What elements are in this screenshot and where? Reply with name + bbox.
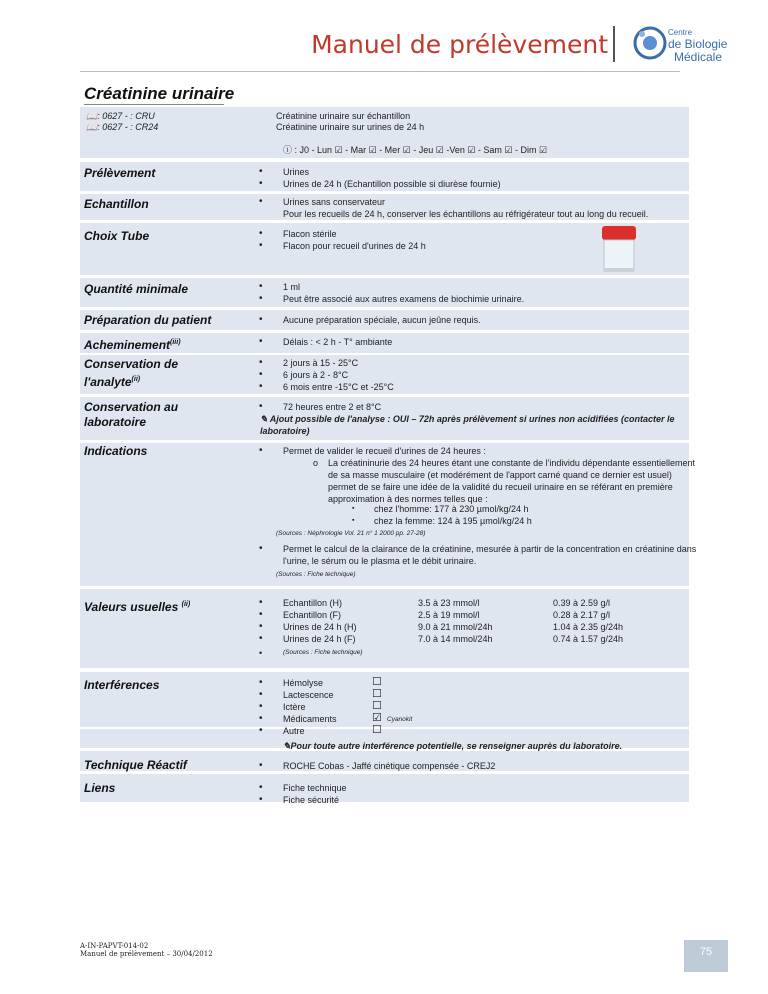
list-item: • Urines de 24 h (Echantillon possible si diurèse fournie) (283, 178, 501, 190)
values-row-name: • Urines de 24 h (F) (283, 633, 356, 645)
info-icon: ⓘ (283, 145, 293, 155)
acheminement-text: Acheminement (84, 338, 171, 352)
row-bg-interferences (80, 672, 689, 727)
code-text-1: : 0627 - : CRU (97, 111, 155, 121)
list-item: • 72 heures entre 2 et 8°C (283, 401, 381, 413)
values-row-name: • Urines de 24 h (H) (283, 621, 357, 633)
list-item: • Permet le calcul de la clairance de la créatinine, mesurée à partir de la concentration en créatinine dans (283, 543, 696, 555)
interference-name: • Médicaments (283, 713, 337, 725)
square-bullet: ▪ (352, 517, 355, 524)
list-item: • 2 jours à 15 - 25°C (283, 357, 358, 369)
interference-checkbox: ☐ (372, 676, 382, 688)
square-bullet: ▪ (352, 505, 355, 512)
page-number: 75 (699, 946, 713, 958)
page-title: Créatinine urinaire (84, 84, 235, 103)
label-prelevement: Prélèvement (84, 166, 156, 180)
values-row-g: 0.39 à 2.59 g/l (553, 598, 611, 608)
row-bg-liens (80, 774, 689, 802)
values-row-g: 0.28 à 2.17 g/l (553, 610, 611, 620)
code-desc-2: Créatinine urinaire sur urines de 24 h (276, 122, 425, 132)
label-valeurs-usuelles (84, 597, 190, 615)
interference-warning (283, 741, 622, 752)
interference-name: • Lactescence (283, 689, 334, 701)
label-conservation-analyte (84, 357, 178, 390)
values-row-g: 0.74 à 1.57 g/24h (553, 634, 624, 644)
label-interferences: Interférences (84, 678, 160, 692)
logo-emblem-icon (630, 18, 740, 74)
bullet-marker: • (259, 648, 263, 658)
list-item: • Flacon pour recueil d'urines de 24 h (283, 240, 426, 252)
indication-sub-line: permet de se faire une idée de la validité du recueil urinaire en se référant en première (328, 482, 673, 492)
label-line1: Conservation au (84, 400, 179, 414)
footer-info (80, 942, 213, 958)
norm-item: chez la femme: 124 à 195 µmol/kg/24 h (374, 516, 532, 526)
footer-code: A-IN-PAPVT-014-02 (80, 942, 149, 950)
list-item: • 6 mois entre -15°C et -25°C (283, 381, 394, 393)
label-acheminement (84, 335, 181, 353)
label-line1: Conservation de (84, 357, 179, 371)
label-preparation: Préparation du patient (84, 313, 212, 327)
label-indications: Indications (84, 444, 148, 458)
link-fiche-securite[interactable]: • Fiche sécurité (283, 794, 339, 806)
warning-text: Pour toute autre interférence potentielle, se renseigner auprès du laboratoire. (290, 741, 623, 751)
list-item: • Flacon stérile (283, 228, 337, 240)
valeurs-text: Valeurs usuelles (84, 600, 179, 614)
interference-checkbox: ☑ (372, 712, 382, 724)
label-line2: l'analyte (84, 375, 132, 389)
label-line2: laboratoire (84, 415, 147, 429)
values-row-g: 1.04 à 2.35 g/24h (553, 622, 624, 632)
label-conservation-labo (84, 400, 178, 430)
list-item: • Permet de valider le recueil d'urines de 24 heures : (283, 445, 486, 457)
note-line1: Ajout possible de l'analyse : OUI – 72h après prélèvement si urines non acidifiées (contacter le (269, 414, 675, 424)
list-item: • Urines (283, 166, 309, 178)
values-row-mmol: 9.0 à 21 mmol/24h (418, 622, 493, 632)
interference-checkbox: ☐ (372, 700, 382, 712)
list-item: • Délais : < 2 h - T° ambiante (283, 336, 392, 348)
title-underline (84, 104, 224, 105)
logo-line3: Médicale (674, 50, 723, 64)
source-note: (Sources : Néphrologie Vol. 21 n° 1 2000 pp. 27-28) (276, 530, 426, 537)
book-icon: 📖 (86, 111, 98, 121)
code-text-2: : 0627 - : CR24 (97, 122, 159, 132)
label-echantillon: Echantillon (84, 197, 149, 211)
logo (630, 18, 740, 74)
interference-name: • Ictère (283, 701, 306, 713)
source-note: (Sources : Fiche technique) (283, 649, 363, 656)
code-line-1 (86, 111, 155, 122)
interference-checkbox: ☐ (372, 688, 382, 700)
values-row-name: • Echantillon (F) (283, 609, 341, 621)
indication-sub-line: approximation à des normes telles que : (328, 494, 488, 504)
list-item: • Peut être associé aux autres examens de biochimie urinaire. (283, 293, 524, 305)
list-item: • 6 jours à 2 - 8°C (283, 369, 348, 381)
values-row-mmol: 2.5 à 19 mmol/l (418, 610, 480, 620)
days-line (283, 143, 547, 156)
list-item-continued: l'urine, le sérum ou le plasma et le débit urinaire. (283, 556, 477, 566)
conservation-note (260, 414, 675, 425)
code-line-2 (86, 122, 158, 133)
sub-bullet-marker: o (313, 458, 319, 468)
values-row-mmol: 7.0 à 14 mmol/24h (418, 634, 493, 644)
code-desc-1: Créatinine urinaire sur échantillon (276, 111, 411, 121)
indication-sub-line: de sa masse musculaire (et modérément de l'apport carné quand ce dernier est usuel) (328, 470, 672, 480)
list-item: • Urines sans conservateur (283, 196, 385, 208)
interference-name: • Autre (283, 725, 305, 737)
interference-note: Cyanokit (387, 716, 413, 723)
days-text: : J0 - Lun ☑ - Mar ☑ - Mer ☑ - Jeu ☑ -Ven ☑ - Sam ☑ - Dim ☑ (294, 145, 548, 155)
list-item: • ROCHE Cobas - Jaffé cinétique compensée - CREJ2 (283, 760, 495, 772)
sterile-container-image (598, 224, 640, 274)
header-title: Manuel de prélèvement (311, 30, 608, 59)
logo-line1: Centre (668, 28, 693, 37)
label-liens: Liens (84, 781, 116, 795)
header-divider (613, 26, 615, 62)
book-icon: 📖 (86, 122, 98, 132)
logo-line2: de Biologie (668, 37, 728, 51)
label-quantite-minimale: Quantité minimale (84, 282, 189, 296)
values-row-mmol: 3.5 à 23 mmol/l (418, 598, 480, 608)
pen-icon: ✎ (283, 741, 291, 751)
link-fiche-technique[interactable]: • Fiche technique (283, 782, 347, 794)
label-choix-tube: Choix Tube (84, 229, 150, 243)
conservation-note-cont: laboratoire) (260, 426, 310, 436)
pen-icon: ✎ (260, 414, 268, 424)
label-technique: Technique Réactif (84, 758, 187, 772)
footer-line2: Manuel de prélèvement – 30/04/2012 (80, 950, 213, 958)
list-item: • Aucune préparation spéciale, aucun jeûne requis. (283, 314, 481, 326)
interference-checkbox: ☐ (372, 724, 382, 736)
header-rule (80, 71, 680, 72)
acheminement-ref: (iii) (170, 339, 181, 346)
valeurs-ref: (ii) (181, 601, 191, 608)
values-row-name: • Echantillon (H) (283, 597, 342, 609)
source-note: (Sources : Fiche technique) (276, 571, 356, 578)
norm-item: chez l'homme: 177 à 230 µmol/kg/24 h (374, 504, 529, 514)
interference-name: • Hémolyse (283, 677, 323, 689)
list-item: • 1 ml (283, 281, 300, 293)
analyte-ref: (ii) (131, 376, 141, 383)
indication-sub-line: La créatininurie des 24 heures étant une constante de l'individu dépendante essentiellement (328, 458, 695, 468)
list-item-continued: Pour les recueils de 24 h, conserver les échantillons au réfrigérateur tout au long du recueil. (283, 209, 649, 219)
